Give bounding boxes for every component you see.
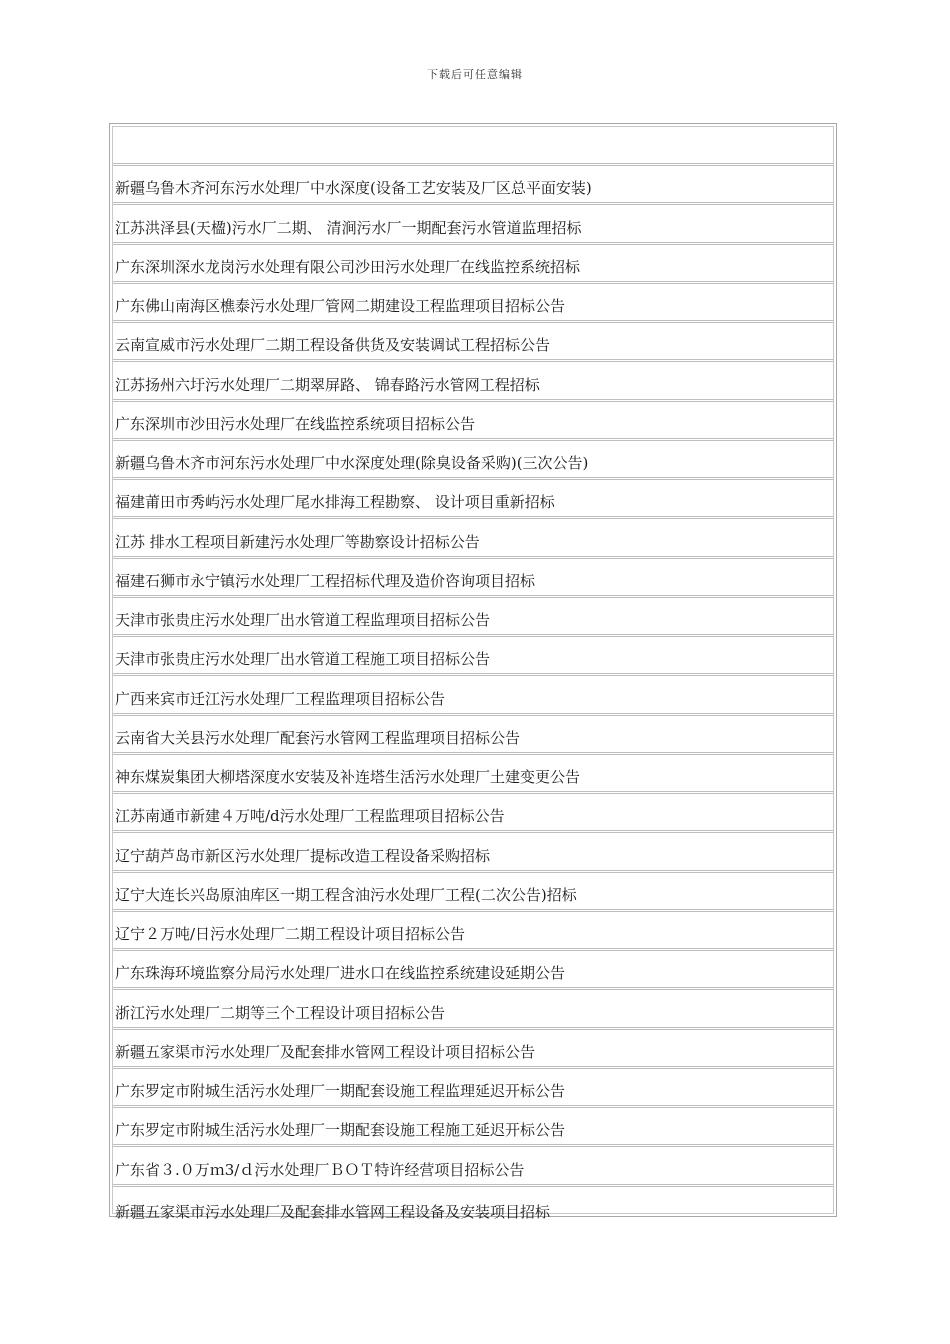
table-row (113, 362, 833, 401)
table-row (113, 755, 833, 794)
table-row (113, 833, 833, 872)
table-row (113, 284, 833, 323)
tender-table-body (112, 126, 834, 1221)
table-row (113, 480, 833, 519)
tender-title: 广西来宾市迁江污水处理厂工程监理项目招标公告 (115, 689, 446, 708)
table-row (113, 1069, 833, 1108)
tender-title: 江苏洪泽县(天楹)污水厂二期、 清涧污水厂一期配套污水管道监理招标 (115, 218, 582, 237)
tender-title: 江苏南通市新建４万吨/d污水处理厂工程监理项目招标公告 (115, 807, 505, 826)
table-row (113, 441, 833, 480)
table-row (113, 166, 833, 205)
table-row (113, 990, 833, 1029)
tender-title: 新疆五家渠市污水处理厂及配套排水管网工程设计项目招标公告 (115, 1042, 536, 1061)
tender-title: 天津市张贵庄污水处理厂出水管道工程监理项目招标公告 (115, 611, 491, 629)
table-row (113, 1187, 833, 1226)
tender-title: 广东珠海环境监察分局污水处理厂进水口在线监控系统建设延期公告 (115, 964, 566, 983)
tender-title: 江苏 排水工程项目新建污水处理厂等勘察设计招标公告 (115, 532, 480, 551)
table-row (113, 559, 833, 598)
tender-title: 云南省大关县污水处理厂配套污水管网工程监理项目招标公告 (115, 728, 521, 747)
table-header-row (113, 127, 833, 166)
table-row (113, 873, 833, 912)
table-row (113, 637, 833, 676)
tender-title: 广东深圳深水龙岗污水处理有限公司沙田污水处理厂在线监控系统招标 (115, 257, 581, 276)
table-row (113, 323, 833, 362)
table-row (113, 598, 833, 637)
tender-title: 新疆乌鲁木齐河东污水处理厂中水深度(设备工艺安装及厂区总平面安装) (115, 179, 592, 198)
table-row (113, 245, 833, 284)
tender-title: 新疆乌鲁木齐市河东污水处理厂中水深度处理(除臭设备采购)(三次公告) (115, 454, 589, 472)
table-row (113, 716, 833, 755)
page-header: 下载后可任意编辑 (427, 68, 523, 81)
table-row (113, 676, 833, 715)
table-row (113, 951, 833, 990)
table-row (113, 794, 833, 833)
tender-title: 广东佛山南海区樵泰污水处理厂管网二期建设工程监理项目招标公告 (115, 297, 566, 315)
tender-title: 辽宁２万吨/日污水处理厂二期工程设计项目招标公告 (115, 925, 466, 943)
table-row (113, 402, 833, 441)
table-row (113, 205, 833, 244)
table-row (113, 912, 833, 951)
table-row (113, 1108, 833, 1147)
tender-title: 广东罗定市附城生活污水处理厂一期配套设施工程施工延迟开标公告 (115, 1121, 566, 1140)
tender-title: 福建莆田市秀屿污水处理厂尾水排海工程勘察、 设计项目重新招标 (115, 493, 555, 512)
tender-title: 辽宁葫芦岛市新区污水处理厂提标改造工程设备采购招标 (115, 846, 491, 865)
tender-title: 广东省３.０万ｍ3/ｄ污水处理厂ＢＯＴ特许经营项目招标公告 (115, 1160, 525, 1179)
tender-title: 天津市张贵庄污水处理厂出水管道工程施工项目招标公告 (115, 650, 491, 669)
tender-title: 广东深圳市沙田污水处理厂在线监控系统项目招标公告 (115, 414, 476, 433)
table-row (113, 519, 833, 558)
tender-title: 神东煤炭集团大柳塔深度水安装及补连塔生活污水处理厂土建变更公告 (115, 768, 581, 786)
tender-title: 辽宁大连长兴岛原油库区一期工程含油污水处理厂工程(二次公告)招标 (115, 885, 577, 904)
tender-title: 江苏扬州六圩污水处理厂二期翠屏路、 锦春路污水管网工程招标 (115, 375, 540, 394)
tender-table (109, 123, 837, 1221)
table-row (113, 1030, 833, 1069)
tender-title: 新疆五家渠市污水处理厂及配套排水管网工程设备及安装项目招标 (115, 1202, 551, 1221)
tender-title: 云南宣威市污水处理厂二期工程设备供货及安装调试工程招标公告 (115, 336, 551, 355)
tender-title: 浙江污水处理厂二期等三个工程设计项目招标公告 (115, 1003, 446, 1022)
table-row (113, 1147, 833, 1186)
tender-title: 广东罗定市附城生活污水处理厂一期配套设施工程监理延迟开标公告 (115, 1082, 566, 1100)
tender-title: 福建石狮市永宁镇污水处理厂工程招标代理及造价咨询项目招标 (115, 571, 536, 590)
